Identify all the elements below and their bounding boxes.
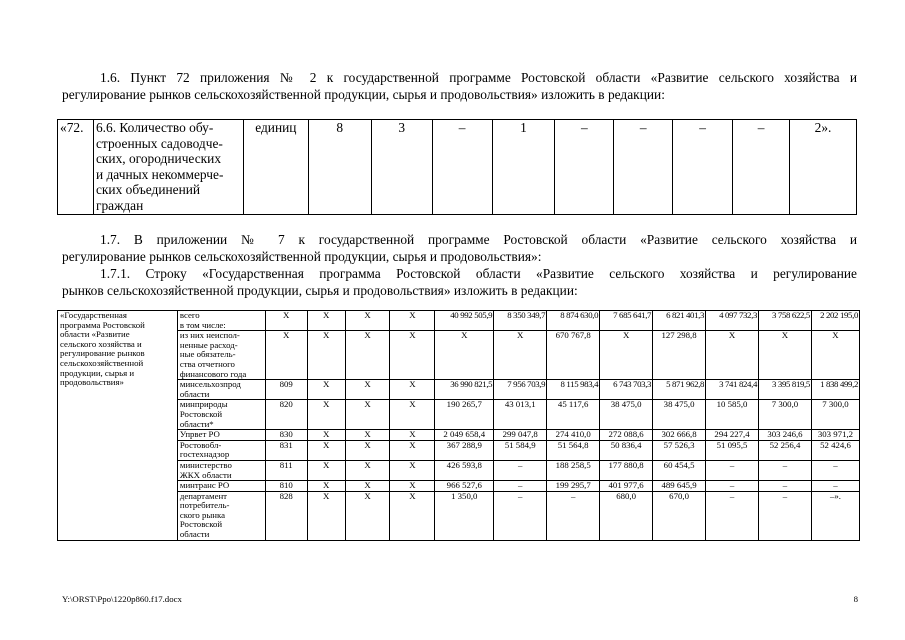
table-cell-value: 50 836,4 — [600, 440, 653, 460]
table-cell-value: 4 097 732,3 — [706, 311, 759, 331]
program-line: «Государственная — [60, 310, 127, 320]
table-cell-value: 43 013,1 — [494, 400, 547, 430]
table-cell-value: 5 871 962,8 — [653, 380, 706, 400]
table-cell-value: – — [759, 481, 812, 492]
table-cell-value: 1 350,0 — [435, 491, 494, 540]
table-cell-executor — [177, 440, 265, 460]
table-cell-x: X — [390, 331, 435, 380]
table-cell-value: 8 350 349,7 — [494, 311, 547, 331]
executor-line: ского рынка — [179, 509, 226, 520]
table-cell-value: 274 410,0 — [547, 430, 600, 441]
table-cell-value: 6 821 401,3 — [653, 311, 706, 331]
program-line: регулирование рынков — [60, 348, 145, 359]
table-cell-value: X — [600, 331, 653, 380]
table-cell-x: X — [390, 400, 435, 430]
table-cell-value: X — [706, 331, 759, 380]
table-cell-value: – — [811, 460, 859, 480]
table-cell-value: 299 047,8 — [494, 430, 547, 441]
table-cell-value: 3 741 824,4 — [706, 380, 759, 400]
table-cell-x: X — [345, 311, 390, 331]
table-cell-x: X — [390, 380, 435, 400]
table-cell-x: X — [345, 430, 390, 441]
table-cell-value: 3 — [371, 120, 432, 215]
table-cell-value: 7 956 703,9 — [494, 380, 547, 400]
paragraph-1-7-line2: регулирование рынков сельскохозяйственной продукции, сырья и продовольствия»: — [62, 249, 542, 264]
table-item-72 — [57, 119, 857, 215]
table-cell-value: 52 424,6 — [811, 440, 859, 460]
table-cell-x: X — [345, 481, 390, 492]
table-cell-value: – — [706, 481, 759, 492]
table-cell-value: 303 971,2 — [811, 430, 859, 441]
indicator-line: 6.6. Количество обу- — [95, 120, 214, 135]
table-cell-executor — [177, 380, 265, 400]
executor-line: минприроды — [179, 399, 228, 410]
table-cell-value: 38 475,0 — [600, 400, 653, 430]
table-program-funding — [57, 310, 860, 541]
table-cell-value: 60 454,5 — [653, 460, 706, 480]
table-cell-value: – — [494, 491, 547, 540]
table-row — [58, 430, 860, 441]
program-line: сельскохозяйственной — [60, 357, 144, 368]
table-cell-value: 40 992 505,9 — [435, 311, 494, 331]
table-row — [58, 440, 860, 460]
executor-line: финансового года — [179, 368, 247, 379]
executor-line: всего — [179, 310, 200, 320]
footer-file-path: Y:\ORST\Ppo\1220p860.f17.docx — [62, 594, 182, 604]
table-cell-x: X — [307, 430, 345, 441]
table-cell-number: «72. — [58, 120, 94, 215]
paragraph-1-6-line2: регулирование рынков сельскохозяйственной продукции, сырья и продовольствия» изложить в редакции: — [62, 87, 665, 102]
table-cell-value: 177 880,8 — [600, 460, 653, 480]
table-cell-x: X — [390, 440, 435, 460]
executor-line: Ростовобл- — [179, 439, 222, 450]
executor-line: в том числе: — [179, 319, 226, 330]
table-cell-value: 38 475,0 — [653, 400, 706, 430]
table-cell-value: 8 874 630,0 — [547, 311, 600, 331]
table-cell-x: X — [390, 460, 435, 480]
table-cell-value: – — [432, 120, 492, 215]
table-cell-value: 670,0 — [653, 491, 706, 540]
table-cell-code: 809 — [265, 380, 307, 400]
table-cell-value: 680,0 — [600, 491, 653, 540]
table-cell-value: X — [759, 331, 812, 380]
table-cell-x: X — [345, 380, 390, 400]
table-cell-executor — [177, 400, 265, 430]
table-cell-x: X — [307, 481, 345, 492]
paragraph-1-7-line1: 1.7. В приложении № 7 к государственной программе Ростовской области «Развитие сельского хозяйства и — [100, 232, 857, 247]
table-cell-value: 1 838 499,2 — [811, 380, 859, 400]
table-cell-x: X — [390, 491, 435, 540]
paragraph-1-7-1-line1: 1.7.1. Строку «Государственная программа Ростовской области «Развитие сельского хозяйства и регулирование — [100, 266, 857, 281]
table-row — [58, 400, 860, 430]
executor-line: минсельхозпрод — [179, 379, 241, 390]
table-cell-executor — [177, 311, 265, 331]
table-cell-x: X — [345, 460, 390, 480]
program-line: сельского хозяйства и — [60, 338, 142, 349]
table-cell-code: 831 — [265, 440, 307, 460]
table-cell-value: 3 758 622,5 — [759, 311, 812, 331]
program-line: программа Ростовской — [60, 319, 145, 330]
table-cell-x: X — [345, 491, 390, 540]
table-cell-x: X — [307, 331, 345, 380]
table-cell-value: – — [547, 491, 600, 540]
table-cell-x: X — [390, 481, 435, 492]
indicator-line: и дачных некоммерче- — [95, 166, 224, 182]
table-cell-executor — [177, 460, 265, 480]
table-cell-value: 188 258,5 — [547, 460, 600, 480]
table-row — [58, 460, 860, 480]
table-cell-value: 302 666,8 — [653, 430, 706, 441]
executor-line: гостехнадзор — [179, 449, 230, 460]
table-cell-value: 7 300,0 — [759, 400, 812, 430]
table-cell-value: 10 585,0 — [706, 400, 759, 430]
table-cell-value: – — [706, 460, 759, 480]
executor-line: области — [179, 529, 210, 540]
table-row — [58, 491, 860, 540]
footer-page-number: 8 — [853, 594, 858, 604]
table-cell-value: 426 593,8 — [435, 460, 494, 480]
table-cell-unit: единиц — [243, 120, 308, 215]
table-cell-value: 303 246,6 — [759, 430, 812, 441]
table-cell-executor — [177, 331, 265, 380]
executor-line: Упрвет РО — [179, 429, 220, 440]
table-cell-value: 2 049 658,4 — [435, 430, 494, 441]
indicator-line: ских, огороднических — [95, 151, 222, 166]
table-cell-value: – — [555, 120, 614, 215]
program-line: области «Развитие — [60, 329, 130, 340]
table-row — [58, 120, 857, 215]
table-cell-value: 3 395 819,5 — [759, 380, 812, 400]
table-cell-code: 810 — [265, 481, 307, 492]
table-cell-executor — [177, 430, 265, 441]
paragraph-1-6 — [62, 69, 857, 103]
executor-line: ные обязатель- — [179, 349, 236, 360]
table-cell-value: – — [733, 120, 790, 215]
paragraph-1-7-1-line2: рынков сельскохозяйственной продукции, сырья и продовольствия» изложить в редакции: — [62, 283, 578, 298]
executor-line: Ростовской — [179, 519, 223, 530]
table-cell-value: 51 095,5 — [706, 440, 759, 460]
paragraph-1-7 — [62, 231, 857, 299]
table-cell-value: – — [494, 481, 547, 492]
table-cell-x: X — [307, 460, 345, 480]
executor-line: Ростовской — [179, 408, 223, 419]
table-row — [58, 311, 860, 331]
table-cell-x: X — [307, 400, 345, 430]
table-cell-executor — [177, 481, 265, 492]
indicator-line: ских объединений — [95, 182, 201, 197]
table-cell-value: 8 115 983,4 — [547, 380, 600, 400]
table-cell-value: – — [494, 460, 547, 480]
executor-line: из них неиспол- — [179, 330, 240, 341]
program-line: продукции, сырья и — [60, 367, 135, 378]
table-cell-x: X — [307, 311, 345, 331]
table-cell-value: – — [673, 120, 733, 215]
table-cell-value: 294 227,4 — [706, 430, 759, 441]
table-cell-value: – — [706, 491, 759, 540]
table-cell-code: 830 — [265, 430, 307, 441]
table-cell-value: 401 977,6 — [600, 481, 653, 492]
table-cell-value: 367 288,9 — [435, 440, 494, 460]
table-row — [58, 331, 860, 380]
table-cell-value: 489 645,9 — [653, 481, 706, 492]
indicator-line: строенных садоводче- — [95, 135, 223, 151]
program-line: продовольствия» — [60, 377, 124, 388]
table-cell-indicator — [93, 120, 243, 215]
table-cell-x: X — [390, 430, 435, 441]
table-cell-value: – — [759, 491, 812, 540]
table-cell-value: – — [811, 481, 859, 492]
table-cell-value: 199 295,7 — [547, 481, 600, 492]
table-cell-value: X — [435, 331, 494, 380]
table-cell-value: 670 767,8 — [547, 331, 600, 380]
table-cell-x: X — [307, 491, 345, 540]
table-cell-code: 828 — [265, 491, 307, 540]
executor-line: ненные расход- — [179, 339, 238, 350]
table-cell-x: X — [307, 440, 345, 460]
executor-line: потребитель- — [179, 500, 230, 511]
indicator-line: граждан — [95, 197, 144, 213]
table-cell-program-name — [58, 311, 178, 541]
table-cell-value: 51 584,9 — [494, 440, 547, 460]
executor-line: департамент — [179, 490, 228, 501]
executor-line: области — [179, 388, 210, 399]
table-cell-value: 7 300,0 — [811, 400, 859, 430]
table-cell-executor — [177, 491, 265, 540]
paragraph-1-6-line1: 1.6. Пункт 72 приложения № 2 к государственной программе Ростовской области «Развитие сельского хозяйства и — [100, 70, 857, 85]
table-cell-value: 272 088,6 — [600, 430, 653, 441]
table-cell-value: 51 564,8 — [547, 440, 600, 460]
table-cell-value: 966 527,6 — [435, 481, 494, 492]
table-cell-value: 6 743 703,3 — [600, 380, 653, 400]
table-row — [58, 481, 860, 492]
table-cell-value: – — [614, 120, 673, 215]
table-cell-value: 52 256,4 — [759, 440, 812, 460]
table-cell-code: 820 — [265, 400, 307, 430]
table-cell-value: 190 265,7 — [435, 400, 494, 430]
table-cell-value: 2 202 195,0 — [811, 311, 859, 331]
table-cell-value: 127 298,8 — [653, 331, 706, 380]
table-cell-value: 2». — [790, 120, 857, 215]
table-cell-value: 1 — [492, 120, 555, 215]
table-cell-x: X — [345, 440, 390, 460]
executor-line: ЖКХ области — [179, 469, 232, 480]
table-cell-value: 57 526,3 — [653, 440, 706, 460]
table-cell-value: – — [759, 460, 812, 480]
table-row — [58, 380, 860, 400]
table-cell-value: 45 117,6 — [547, 400, 600, 430]
executor-line: ства отчетного — [179, 358, 235, 369]
table-cell-x: X — [345, 331, 390, 380]
table-cell-value: –». — [811, 491, 859, 540]
table-cell-x: X — [390, 311, 435, 331]
executor-line: области* — [179, 418, 214, 429]
table-cell-value: X — [494, 331, 547, 380]
table-cell-value: 7 685 641,7 — [600, 311, 653, 331]
table-cell-value: 8 — [308, 120, 371, 215]
table-cell-x: X — [307, 380, 345, 400]
executor-line: минтранс РО — [179, 480, 230, 491]
table-cell-code: X — [265, 331, 307, 380]
table-cell-x: X — [345, 400, 390, 430]
executor-line: министерство — [179, 459, 232, 470]
table-cell-value: 36 990 821,5 — [435, 380, 494, 400]
table-cell-code: 811 — [265, 460, 307, 480]
table-cell-code: X — [265, 311, 307, 331]
table-cell-value: X — [811, 331, 859, 380]
